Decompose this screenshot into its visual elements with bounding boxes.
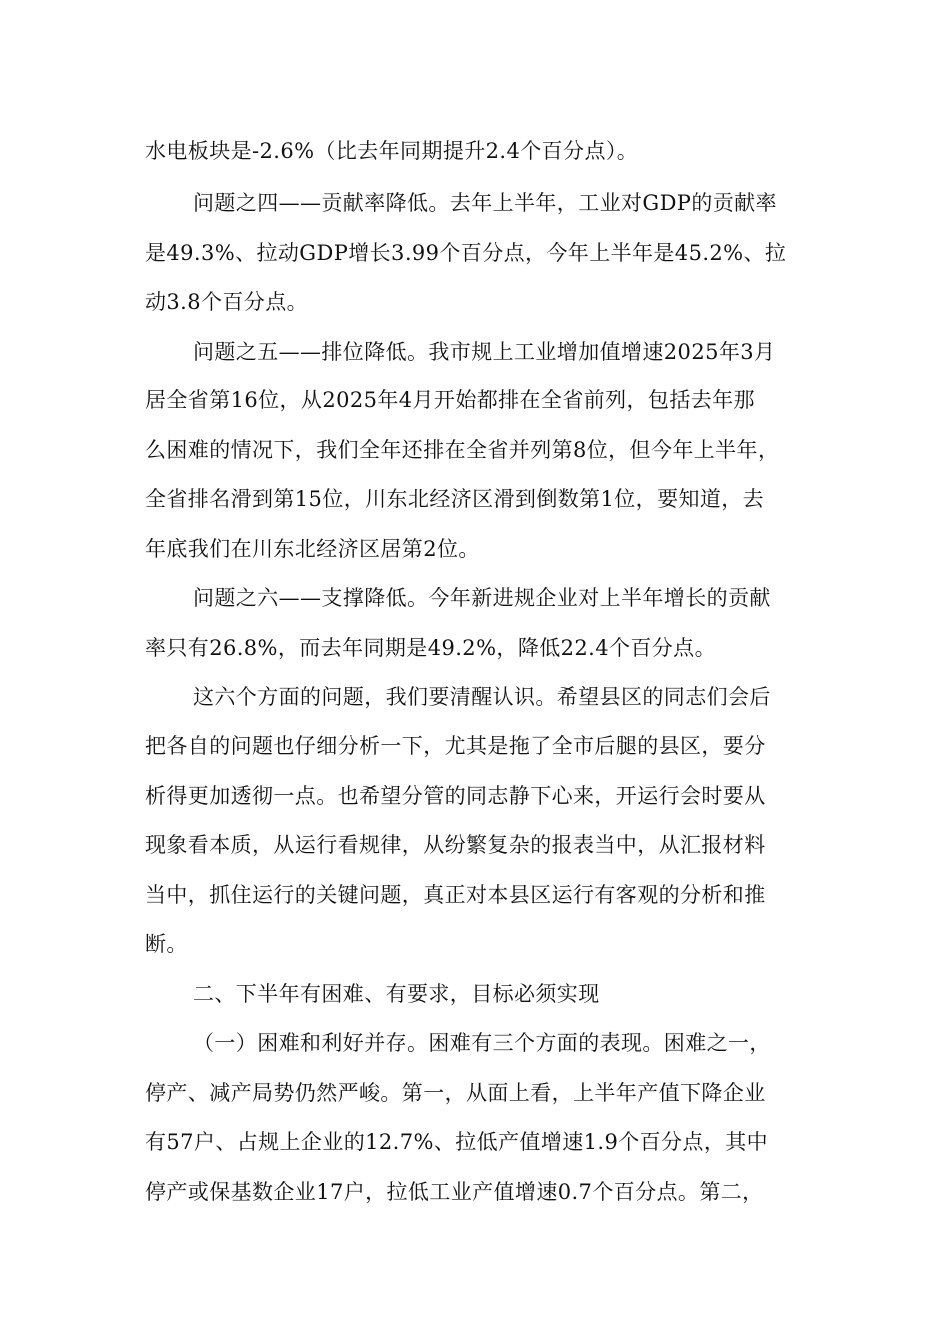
text-line: 水电板块是-2.6%（比去年同期提升2.4个百分点）。 [145,139,639,163]
text-line: 问题之六——支撑降低。今年新进规企业对上半年增长的贡献 [193,586,771,610]
text-line: 断。 [145,932,188,956]
text-line: 这六个方面的问题，我们要清醒认识。希望县区的同志们会后 [193,685,771,709]
text-line: 现象看本质，从运行看规律，从纷繁复杂的报表当中，从汇报材料 [145,833,766,857]
text-line: 么困难的情况下，我们全年还排在全省并列第8位，但今年上半年， [145,438,780,462]
text-line: 有57户、占规上企业的12.7%、拉低产值增速1.9个百分点，其中 [145,1130,769,1154]
text-line: 动3.8个百分点。 [145,290,308,314]
section-heading: 二、下半年有困难、有要求，目标必须实现 [193,982,600,1006]
text-line: 居全省第16位，从2025年4月开始都排在全省前列，包括去年那 [145,388,755,412]
text-line: 当中，抓住运行的关键问题，真正对本县区运行有客观的分析和推 [145,883,766,907]
text-line: 问题之五——排位降低。我市规上工业增加值增速2025年3月 [193,340,776,364]
text-line: 析得更加透彻一点。也希望分管的同志静下心来，开运行会时要从 [145,784,766,808]
text-line: 停产或保基数企业17户，拉低工业产值增速0.7个百分点。第二， [145,1180,764,1204]
text-line: 年底我们在川东北经济区居第2位。 [145,537,480,561]
text-line: 停产、减产局势仍然严峻。第一，从面上看，上半年产值下降企业 [145,1081,766,1105]
text-line: （一）困难和利好并存。困难有三个方面的表现。困难之一， [193,1031,771,1055]
text-line: 是49.3%、拉动GDP增长3.99个百分点，今年上半年是45.2%、拉 [145,241,787,265]
text-line: 把各自的问题也仔细分析一下，尤其是拖了全市后腿的县区，要分 [145,734,766,758]
text-line: 全省排名滑到第15位，川东北经济区滑到倒数第1位，要知道，去 [145,487,765,511]
text-line: 问题之四——贡献率降低。去年上半年，工业对GDP的贡献率 [193,191,777,215]
text-line: 率只有26.8%，而去年同期是49.2%，降低22.4个百分点。 [145,636,716,660]
